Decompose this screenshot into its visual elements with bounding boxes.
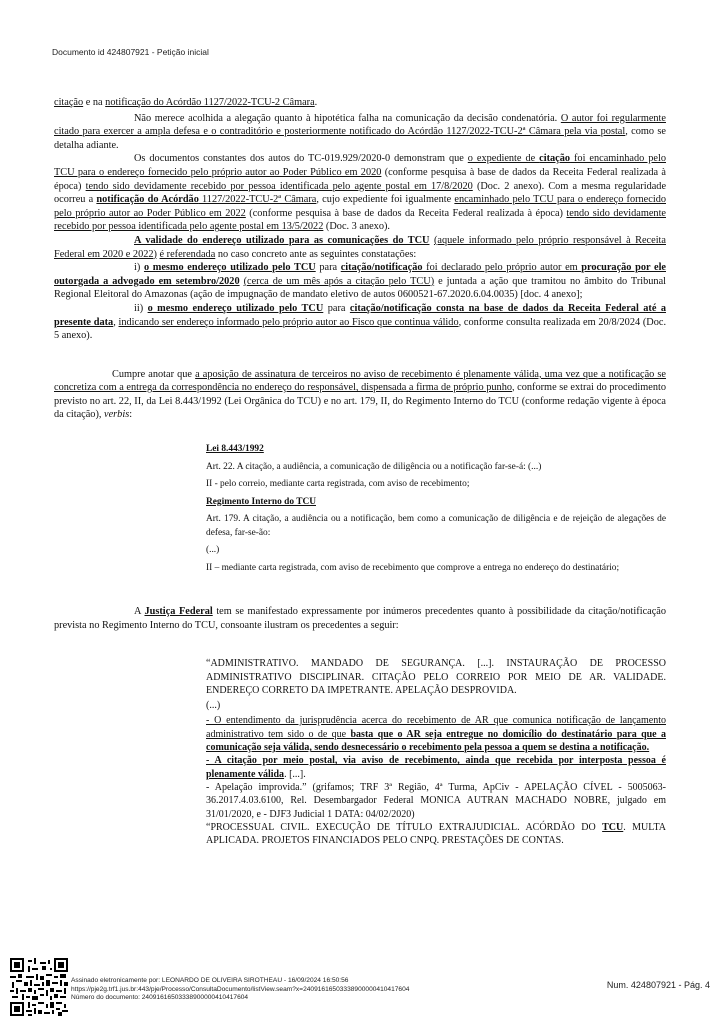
- regiment-title: Regimento Interno do TCU: [206, 496, 316, 507]
- paragraph-4: A validade do endereço utilizado para as comunicações do TCU (aquele informado pelo próprio responsável à Receita Federal em 2020 e 2022) é referendada no caso concreto ante as seguintes constatações:: [54, 234, 666, 260]
- paragraph-6: ii) o mesmo endereço utilizado pelo TCU para citação/notificação consta na base de dados da Receita Federal até a presente data, indicando ser endereço informado pelo próprio autor ao Fisco que continua válido, conforme consulta realizada em 20/8/2024 (Doc. 5 anexo).: [54, 302, 667, 342]
- regiment-item-ii: II – mediante carta registrada, com aviso de recebimento que comprove a entrega no endereço do destinatário;: [206, 562, 620, 573]
- qr-code-icon: [10, 958, 68, 1016]
- page-number: Num. 424807921 - Pág. 4: [606, 980, 710, 990]
- regiment-article-179: Art. 179. A citação, a audiência ou a notificação, bem como a comunicação de diligência e de rejeição de alegações de defesa, far-se-ão:: [206, 514, 666, 538]
- case-heading-1: “ADMINISTRATIVO. MANDADO DE SEGURANÇA. [...]. INSTAURAÇÃO DE PROCESSO ADMINISTRATIVO DISCIPLINAR. CITAÇÃO PELO CORREIO POR MEIO DE AR. VALIDADE. ENDEREÇO CORRETO DA IMPETRANTE. APELAÇÃO DESPROVIDA.: [206, 658, 666, 696]
- case-excerpt-2: - O entendimento da jurisprudência acerca do recebimento de AR que comunica notificação de lançamento administrativo tem sido o de que basta que o AR seja entregue no domicílio do destinatário para que a comunicação seja válida, sendo desnecessário o recebimento pela pessoa a quem se destina a notificação.: [206, 715, 666, 754]
- case-ellipsis: (...): [206, 700, 221, 712]
- paragraph-2: Não merece acolhida a alegação quanto à hipotética falha na comunicação da decisão condenatória. O autor foi regularmente citado para exercer a ampla defesa e o contraditório e posteriormente notificado do Acórdão 1127/2022-TCU-2ª Câmara pela via postal, como se detalha adiante.: [54, 112, 666, 151]
- paragraph-1: citação e na notificação do Acórdão 1127/2022-TCU-2 Câmara.: [54, 97, 318, 108]
- case-excerpt-3: - A citação por meio postal, via aviso de recebimento, ainda que recebida por interposta pessoa é plenamente válida. [...].: [206, 755, 666, 780]
- document-id-header: Documento id 424807921 - Petição inicial: [52, 47, 209, 57]
- law-item-ii: II - pelo correio, mediante carta registrada, com aviso de recebimento;: [206, 479, 470, 490]
- signature-footer: [71, 977, 409, 1003]
- document-url-link[interactable]: https://pje2g.trf1.jus.br:443/pje/Processo/ConsultaDocumento/listView.seam?x=24091616503338900000410417604: [71, 985, 410, 993]
- law-title: Lei 8.443/1992: [206, 444, 264, 455]
- document-body: [54, 96, 666, 847]
- law-article-22: Art. 22. A citação, a audiência, a comunicação de diligência ou a notificação far-se-á: (...): [206, 461, 542, 472]
- case-heading-2: “PROCESSUAL CIVIL. EXECUÇÃO DE TÍTULO EXTRAJUDICIAL. ACÓRDÃO DO TCU. MULTA APLICADA. PROJETOS FINANCIADOS PELO CNPQ. PRESTAÇÕES DE CONTAS.: [206, 821, 666, 847]
- law-quote-block: [206, 443, 666, 575]
- paragraph-5: i) o mesmo endereço utilizado pelo TCU para citação/notificação foi declarado pelo próprio autor em procuração por ele outorgada a advogado em setembro/2020 (cerca de um mês após a citação pelo TCU) e juntada a ação que tramitou no âmbito do Tribunal Regional Eleitoral do Amazonas (ação de impugnação de mandato eletivo de autos 0600521-67.2020.6.04.0035) [doc. 4 anexo];: [54, 262, 667, 301]
- paragraph-8: A Justiça Federal tem se manifestado expressamente por inúmeros precedentes quanto à possibilidade da citação/notificação prevista no Regimento Interno do TCU, consoante ilustram os precedentes a seguir:: [54, 606, 666, 631]
- document-number-text: Número do documento: 24091616503338900000410417604: [71, 994, 249, 1002]
- signed-by-text: Assinado eletronicamente por: LEONARDO DE OLIVEIRA SIROTHEAU - 16/09/2024 16:50:56: [71, 977, 349, 984]
- case-citation: - Apelação improvida.” (grifamos; TRF 3ª Região, 4ª Turma, ApCiv - APELAÇÃO CÍVEL - 5005063-36.2017.4.03.6100, Rel. Desembargador Federal MONICA AUTRAN MACHADO NOBRE, julgado em 31/01/2020, e - DJF3 Judicial 1 DATA: 04/02/2020): [206, 781, 666, 820]
- paragraph-7: Cumpre anotar que a aposição de assinatura de terceiros no aviso de recebimento é plenamente válida, uma vez que a notificação se concretiza com a entrega da correspondência no endereço do responsável, dispensada a firma de próprio punho, conforme se extrai do procedimento previsto no art. 22, II, da Lei 8.443/1992 (Lei Orgânica do TCU) e no art. 179, II, do Regimento Interno do TCU (conforme redação vigente à época da citação), verbis:: [54, 368, 667, 421]
- regiment-ellipsis: (...): [206, 545, 220, 556]
- case-quote-block: [206, 657, 666, 847]
- paragraph-3: Os documentos constantes dos autos do TC-019.929/2020-0 demonstram que o expediente de citação foi encaminhado pelo TCU para o endereço fornecido pelo próprio autor ao Poder Público em 2020 (conforme pesquisa à base de dados da Receita Federal realizada à época) tendo sido devidamente recebido por pessoa identificada pelo agente postal em 17/8/2020 (Doc. 2 anexo). Com a mesma regularidade ocorreu a notificação do Acórdão 1127/2022-TCU-2ª Câmara, cujo expediente foi igualmente encaminhado pelo TCU para o endereço fornecido pelo próprio autor ao Poder Público em 2022 (conforme pesquisa à base de dados da Receita Federal realizada à época) tendo sido devidamente recebido por pessoa identificada pelo agente postal em 13/5/2022 (Doc. 3 anexo).: [54, 153, 667, 233]
